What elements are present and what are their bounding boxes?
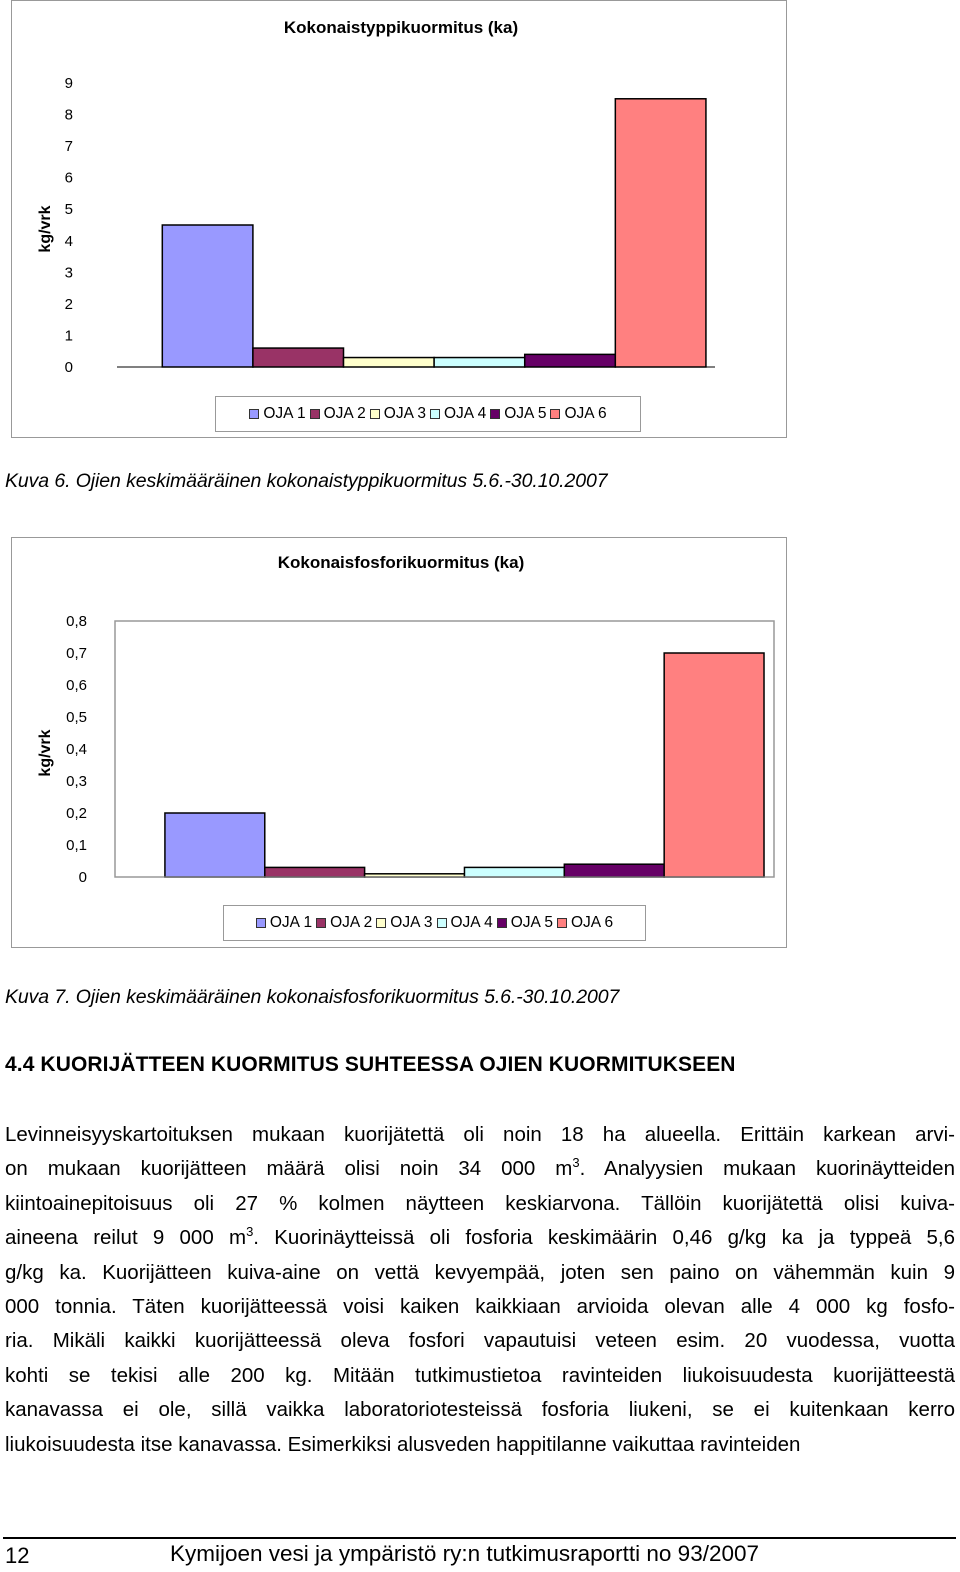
y-axis-label: kg/vrk xyxy=(37,205,54,253)
bar-oja-6 xyxy=(615,99,706,367)
legend-label: OJA 1 xyxy=(263,405,306,422)
superscript: 3 xyxy=(246,1224,254,1240)
y-tick-label: 4 xyxy=(64,232,73,250)
legend-item xyxy=(437,914,493,932)
y-tick-label: 0,3 xyxy=(66,773,87,790)
y-tick-label: 0,1 xyxy=(66,837,87,854)
y-tick-label: 0,7 xyxy=(66,645,87,662)
bar-oja-1 xyxy=(165,813,265,877)
legend-label: OJA 2 xyxy=(330,914,373,931)
chart-phosphorus-load xyxy=(11,537,787,948)
chart-nitrogen-legend xyxy=(215,396,641,432)
body-line: Levinneisyyskartoituksen mukaan kuorijätettä oli noin 18 ha alueella. Erittäin karkean arvi- xyxy=(5,1123,955,1146)
legend-item xyxy=(557,914,613,932)
y-tick-label: 7 xyxy=(64,138,73,156)
chart-phosphorus-svg xyxy=(12,538,788,949)
y-axis-label: kg/vrk xyxy=(37,729,54,777)
body-paragraph xyxy=(5,1118,955,1462)
footer-text: Kymijoen vesi ja ympäristö ry:n tutkimusraportti no 93/2007 xyxy=(170,1541,760,1566)
body-line-part: . Kuorinäytteissä oli fosforia keskimäärin 0,46 g/kg ka ja typpeä 5,6 xyxy=(253,1226,955,1250)
chart-title: Kokonaistyppikuormitus (ka) xyxy=(283,18,519,37)
y-tick-label: 0 xyxy=(78,869,87,886)
y-tick-label: 3 xyxy=(64,264,73,282)
bar-oja-4 xyxy=(464,867,564,877)
body-line-part: aineena reilut 9 000 m xyxy=(5,1226,247,1250)
bar-oja-5 xyxy=(525,354,616,367)
legend-label: OJA 5 xyxy=(510,914,553,931)
bar-oja-2 xyxy=(253,348,344,367)
page-number: 12 xyxy=(5,1543,30,1568)
legend-swatch xyxy=(497,918,507,928)
legend-label: OJA 3 xyxy=(383,405,426,422)
bar-oja-5 xyxy=(564,864,664,877)
legend-label: OJA 3 xyxy=(390,914,433,931)
legend-item xyxy=(256,914,312,932)
chart-title: Kokonaisfosforikuormitus (ka) xyxy=(277,553,525,572)
legend-item xyxy=(310,405,366,423)
body-line-part: on mukaan kuorijätteen määrä olisi noin 34 000 m xyxy=(5,1157,573,1181)
y-tick-label: 0,8 xyxy=(66,613,87,630)
y-tick-label: 6 xyxy=(64,169,73,187)
bar-oja-1 xyxy=(162,225,253,367)
body-line: kiintoainepitoisuus oli 27 % kolmen näytteen keskiarvona. Tällöin kuorijätettä olisi kuiva- xyxy=(5,1191,955,1215)
figure-7-caption: Kuva 7. Ojien keskimääräinen kokonaisfosforikuormitus 5.6.-30.10.2007 xyxy=(5,986,620,1008)
y-tick-label: 2 xyxy=(64,295,73,313)
y-tick-label: 1 xyxy=(64,327,73,345)
legend-swatch xyxy=(249,409,259,419)
section-heading: 4.4 KUORIJÄTTEEN KUORMITUS SUHTEESSA OJIEN KUORMITUKSEEN xyxy=(5,1053,736,1076)
chart-nitrogen-load xyxy=(11,0,787,438)
legend-swatch xyxy=(550,409,560,419)
y-tick-label: 0,5 xyxy=(66,709,87,726)
body-line: kanavassa ei ole, sillä vaikka laboratoriotesteissä fosforia liukeni, se ei kuitenkaan kerro xyxy=(5,1398,955,1422)
body-line: ria. Mikäli kaikki kuorijätteessä oleva fosfori vapautuisi veteen esim. 20 vuodessa, vuotta xyxy=(5,1329,955,1353)
legend-label: OJA 5 xyxy=(504,405,547,422)
chart-nitrogen-svg xyxy=(12,1,788,439)
chart-phosphorus-legend xyxy=(223,905,646,941)
y-tick-label: 0,2 xyxy=(66,805,87,822)
bar-oja-6 xyxy=(664,653,764,877)
bar-oja-3 xyxy=(344,358,435,367)
legend-item xyxy=(370,405,426,423)
superscript: 3 xyxy=(572,1155,580,1171)
legend-label: OJA 1 xyxy=(269,914,313,931)
y-tick-label: 8 xyxy=(64,106,73,124)
legend-swatch xyxy=(376,918,386,928)
body-line: kohti se tekisi alle 200 kg. Mitään tutkimustietoa ravinteiden liukoisuudesta kuorijätteestä xyxy=(5,1363,955,1387)
body-line: 000 tonnia. Täten kuorijätteessä voisi kaiken kaikkiaan arvioida olevan alle 4 000 kg fosfo- xyxy=(5,1295,955,1319)
legend-label: OJA 4 xyxy=(450,914,493,931)
legend-item xyxy=(490,405,546,423)
bar-oja-4 xyxy=(434,358,525,367)
y-tick-label: 0,4 xyxy=(66,741,87,758)
body-line xyxy=(5,1221,955,1255)
y-tick-label: 0 xyxy=(64,359,73,376)
legend-swatch xyxy=(316,918,326,928)
legend-item xyxy=(316,914,372,932)
legend-item xyxy=(249,405,305,423)
legend-swatch xyxy=(310,409,320,419)
legend-label: OJA 6 xyxy=(564,405,607,422)
body-line-part: . Analyysien mukaan kuorinäytteiden xyxy=(579,1157,955,1181)
legend-swatch xyxy=(437,918,447,928)
legend-label: OJA 6 xyxy=(570,914,614,931)
y-tick-label: 0,6 xyxy=(66,677,87,694)
legend-item xyxy=(550,405,606,423)
body-line: g/kg ka. Kuorijätteen kuiva-aine on vettä kevyempää, joten sen paino on vähemmän kuin 9 xyxy=(5,1260,955,1284)
bar-oja-2 xyxy=(265,867,365,877)
legend-swatch xyxy=(256,918,266,928)
footer-rule xyxy=(3,1537,956,1539)
legend-item xyxy=(376,914,432,932)
legend-swatch xyxy=(557,918,567,928)
legend-swatch xyxy=(370,409,380,419)
legend-swatch xyxy=(430,409,440,419)
legend-swatch xyxy=(490,409,500,419)
legend-label: OJA 4 xyxy=(444,405,487,422)
y-tick-label: 5 xyxy=(64,201,73,219)
body-line: liukoisuudesta itse kanavassa. Esimerkiksi alusveden happitilanne vaikuttaa ravinteiden xyxy=(5,1432,801,1456)
figure-6-caption: Kuva 6. Ojien keskimääräinen kokonaistyppikuormitus 5.6.-30.10.2007 xyxy=(5,470,608,492)
y-tick-label: 9 xyxy=(64,75,73,92)
legend-item xyxy=(430,405,486,423)
legend-label: OJA 2 xyxy=(323,405,366,422)
legend-item xyxy=(497,914,553,932)
body-line xyxy=(5,1152,955,1186)
